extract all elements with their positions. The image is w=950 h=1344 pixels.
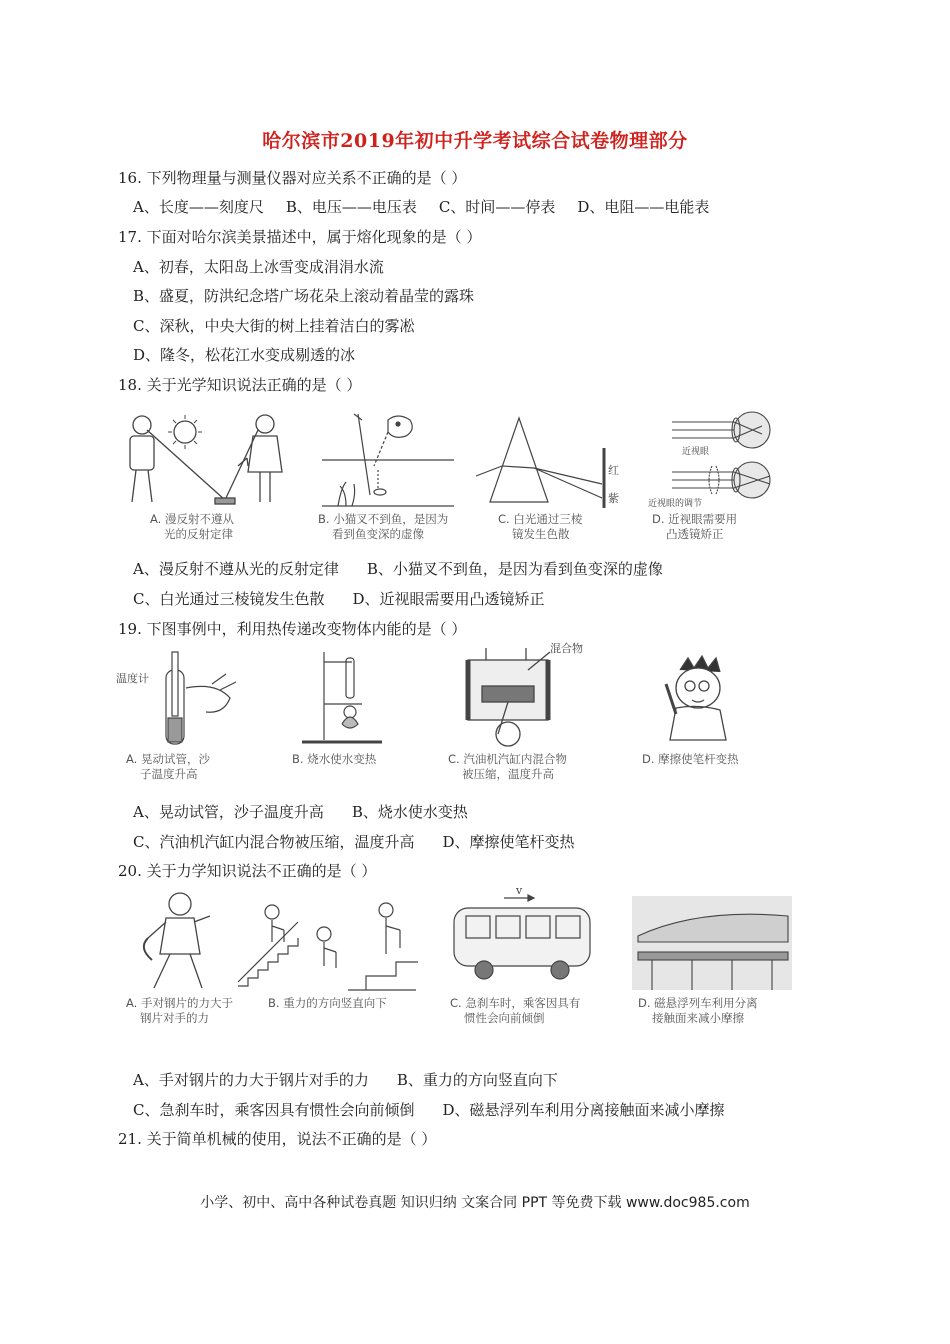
q19-option-a: A、晃动试管，沙子温度升高 [133, 803, 324, 821]
q18-stem: 18. 关于光学知识说法正确的是（ ） [118, 376, 362, 394]
q19-caption-c-1: C. 汽油机汽缸内混合物 [448, 752, 567, 766]
q18-figure-a [120, 410, 290, 545]
q19-figure-a [116, 648, 256, 788]
q18-options-row1 [133, 559, 663, 579]
q16-options [133, 197, 709, 217]
q17-option-d: D、隆冬，松花江水变成剔透的冰 [133, 346, 356, 364]
q19-caption-a-1: A. 晃动试管，沙 [126, 752, 210, 766]
q20-option-a: A、手对钢片的力大于钢片对手的力 [133, 1071, 369, 1089]
q19-options-row1 [133, 802, 468, 822]
q19-caption-a-2: 子温度升高 [140, 767, 198, 781]
q19-figure-d [640, 650, 780, 788]
q20-caption-d-2: 接触面来减小摩擦 [652, 1011, 744, 1025]
q20-figure-b [236, 896, 426, 1038]
q18-figure-d [642, 410, 782, 545]
q17-option-b: B、盛夏，防洪纪念塔广场花朵上滚动着晶莹的露珠 [133, 287, 475, 305]
q18-option-d: D、近视眼需要用凸透镜矫正 [352, 590, 545, 608]
q21-stem: 21. 关于简单机械的使用，说法不正确的是（ ） [118, 1130, 437, 1148]
q20-caption-b-1: B. 重力的方向竖直向下 [268, 996, 387, 1010]
q18-figure-c [474, 410, 624, 545]
q18-options-row2 [133, 589, 545, 609]
q19-caption-c-2: 被压缩，温度升高 [462, 767, 554, 781]
q19-caption-b-1: B. 烧水使水变热 [292, 752, 377, 766]
q18-label-myopia: 近视眼 [682, 447, 710, 457]
q19-option-d: D、摩擦使笔杆变热 [442, 833, 575, 851]
q19-label-thermometer: 温度计 [116, 672, 149, 685]
q16-option-a: A、长度——刻度尺 [133, 198, 264, 216]
q18-caption-c-2: 镜发生色散 [512, 527, 570, 541]
q19-figure-b [282, 648, 412, 788]
q17-option-c: C、深秋，中央大街的树上挂着洁白的雾凇 [133, 317, 415, 335]
q18-caption-d-1: D. 近视眼需要用 [652, 512, 738, 526]
q18-caption-b-2: 看到鱼变深的虚像 [332, 527, 424, 541]
q19-caption-d-1: D. 摩擦使笔杆变热 [642, 752, 739, 766]
page-footer: 小学、初中、高中各种试卷真题 知识归纳 文案合同 PPT 等免费下载 www.doc985.com [200, 1195, 750, 1211]
q18-option-b: B、小猫叉不到鱼，是因为看到鱼变深的虚像 [366, 560, 663, 578]
q19-option-c: C、汽油机汽缸内混合物被压缩，温度升高 [133, 833, 415, 851]
q17-option-a: A、初春，太阳岛上冰雪变成涓涓水流 [133, 258, 384, 276]
q19-stem: 19. 下图事例中，利用热传递改变物体内能的是（ ） [118, 620, 467, 638]
q20-stem: 20. 关于力学知识说法不正确的是（ ） [118, 862, 377, 880]
q18-label-myopia-fix: 近视眼的调节 [648, 499, 703, 509]
q20-option-c: C、急刹车时，乘客因具有惯性会向前倾倒 [133, 1101, 415, 1119]
q20-caption-c-2: 惯性会向前倾倒 [464, 1011, 545, 1025]
q18-caption-a-1: A. 漫反射不遵从 [150, 512, 234, 526]
q20-caption-d-1: D. 磁悬浮列车利用分离 [638, 996, 758, 1010]
q20-option-b: B、重力的方向竖直向下 [396, 1071, 558, 1089]
q18-label-purple: 紫 [608, 492, 619, 505]
q20-options-row1 [133, 1070, 558, 1090]
q20-figure-c [442, 884, 602, 1038]
q20-figure-d [632, 896, 792, 1038]
q18-caption-a-2: 光的反射定律 [164, 527, 233, 541]
q17-stem: 17. 下面对哈尔滨美景描述中，属于熔化现象的是（ ） [118, 228, 482, 246]
q20-caption-a-2: 钢片对手的力 [140, 1011, 209, 1025]
q16-option-d: D、电阻——电能表 [577, 198, 710, 216]
q19-option-b: B、烧水使水变热 [351, 803, 468, 821]
q20-label-v: v [516, 884, 523, 897]
q19-label-mixture: 混合物 [550, 642, 583, 655]
q20-caption-c-1: C. 急刹车时，乘客因具有 [450, 996, 581, 1010]
q18-label-red: 红 [608, 464, 619, 477]
q19-options-row2 [133, 832, 575, 852]
q20-figure-a [118, 888, 248, 1038]
q19-figure-c [446, 640, 606, 788]
q18-caption-d-2: 凸透镜矫正 [666, 527, 724, 541]
q18-option-c: C、白光通过三棱镜发生色散 [133, 590, 325, 608]
q18-figure-b [318, 410, 458, 545]
q16-option-c: C、时间——停表 [438, 198, 556, 216]
q16-stem: 16. 下列物理量与测量仪器对应关系不正确的是（ ） [118, 169, 467, 187]
q20-options-row2 [133, 1100, 725, 1120]
page-title: 哈尔滨市2019年初中升学考试综合试卷物理部分 [262, 130, 688, 152]
q18-caption-b-1: B. 小猫叉不到鱼，是因为 [318, 512, 449, 526]
q20-option-d: D、磁悬浮列车利用分离接触面来减小摩擦 [442, 1101, 725, 1119]
q18-option-a: A、漫反射不遵从光的反射定律 [133, 560, 339, 578]
q18-caption-c-1: C. 白光通过三棱 [498, 512, 583, 526]
q20-caption-a-1: A. 手对钢片的力大于 [126, 996, 233, 1010]
q16-option-b: B、电压——电压表 [285, 198, 417, 216]
